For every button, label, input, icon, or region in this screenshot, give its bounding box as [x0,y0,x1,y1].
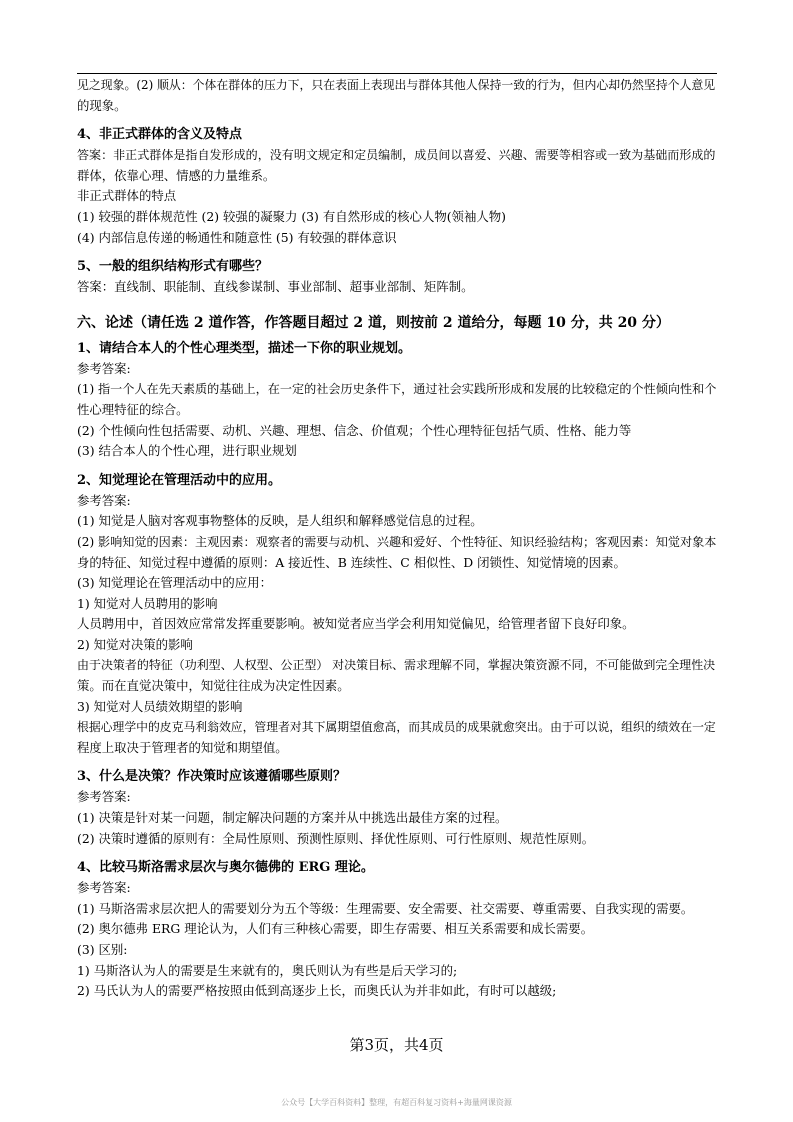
text-line: 见之现象。(2) 顺从：个体在群体的压力下，只在表面上表现出与群体其他人保持一致的行为，但内心却仍然坚持个人意见 [77,78,716,92]
question-title: 1、请结合本人的个性心理类型，描述一下你的职业规划。 [77,340,412,356]
answer-line: 2) 知觉对决策的影响 [77,636,193,652]
answer-line: (2) 个性倾向性包括需要、动机、兴趣、理想、信念、价值观；个性心理特征包括气质、性格、能力等 [77,422,632,438]
answer-line: (1) 决策是针对某一问题，制定解决问题的方案并从中挑选出最佳方案的过程。 [77,810,508,826]
reference-answer-label: 参考答案: [77,492,131,508]
answer-line: (3) 知觉理论在管理活动中的应用： [77,575,272,591]
feature-line: (4) 内部信息传递的畅通性和随意性 (5) 有较强的群体意识 [77,229,397,245]
answer-line: (2) 决策时遵循的原则有：全局性原则、预测性原则、择优性原则、可行性原则、规范性原则。 [77,830,595,846]
page-content [77,75,719,1002]
reference-answer-label: 参考答案: [77,880,131,896]
answer-line: 身的特征、知觉过程中遵循的原则：A 接近性、B 连续性、C 相似性、D 闭锁性、知觉情境的因素。 [77,554,626,570]
question-title: 4、比较马斯洛需求层次与奥尔德佛的 ERG 理论。 [77,860,374,876]
answer-line: 1) 马斯洛认为人的需要是生来就有的，奥氏则认为有些是后天学习的; [77,962,458,978]
text-line: 的现象。 [77,97,127,113]
section-title: 六、论述（请任选 2 道作答，作答题目超过 2 道，则按前 2 道给分，每题 10 分，共 20 分） [77,314,670,331]
answer-line: 群体，依靠心理、情感的力量维系。 [77,167,276,183]
answer-line: (1) 马斯洛需求层次把人的需要划分为五个等级：生理需要、安全需要、社交需要、尊重需要、自我实现的需要。 [77,900,694,916]
answer-line: (1) 知觉是人脑对客观事物整体的反映，是人组织和解释感觉信息的过程。 [77,513,483,529]
answer-line: (3) 结合本人的个性心理，进行职业规划 [77,443,297,459]
page-number: 第3页，共4页 [349,1036,444,1054]
answer-line: 答案：非正式群体是指自发形成的，没有明文规定和定员编制，成员间以喜爱、兴趣、需要等相容或一致为基础而形成的 [77,148,716,163]
header-rule [77,73,717,74]
question-title: 3、什么是决策？作决策时应该遵循哪些原则？ [77,769,347,785]
answer-line: 策。而在直觉决策中，知觉往往成为决定性因素。 [77,678,350,694]
answer-line: (2) 奥尔德弗 ERG 理论认为，人们有三种核心需要，即生存需要、相互关系需要和成长需要。 [77,921,594,937]
answer-line: 程度上取决于管理者的知觉和期望值。 [77,739,288,755]
answer-line: (2) 影响知觉的因素：主观因素：观察者的需要与动机、兴趣和爱好、个性特征、知识经验结构；客观因素：知觉对象本 [77,534,717,549]
answer-line: 1) 知觉对人员聘用的影响 [77,595,218,611]
answer-line: 答案：直线制、职能制、直线参谋制、事业部制、超事业部制、矩阵制。 [77,279,474,295]
answer-line: 性心理特征的综合。 [77,401,189,417]
answer-line: 根据心理学中的皮克马利翁效应，管理者对其下属期望值愈高，而其成员的成果就愈突出。由于可以说，组织的绩效在一定 [77,720,716,735]
answer-line: (1) 指一个人在先天素质的基础上，在一定的社会历史条件下，通过社会实践所形成和发展的比较稳定的个性倾向性和个 [77,382,717,397]
reference-answer-label: 参考答案: [77,360,131,376]
answer-line: 人员聘用中，首因效应常常发挥重要影响。被知觉者应当学会利用知觉偏见，给管理者留下良好印象。 [77,616,635,632]
footer-watermark: 公众号【大学百科资料】整理，有超百科复习资料+海量网课资源 [281,1098,512,1107]
feature-title: 非正式群体的特点 [77,188,177,204]
question-title: 2、知觉理论在管理活动中的应用。 [77,472,282,488]
answer-line: 2) 马氏认为人的需要严格按照由低到高逐步上长，而奥氏认为并非如此，有时可以越级; [77,983,557,999]
question-title: 4、非正式群体的含义及特点 [77,127,243,143]
feature-line: (1) 较强的群体规范性 (2) 较强的凝聚力 (3) 有自然形成的核心人物(领袖人物) [77,208,506,224]
answer-line: 由于决策者的特征（功利型、人权型、公正型） 对决策目标、需求理解不同，掌握决策资源不同，不可能做到完全理性决 [77,658,716,673]
answer-line: (3) 区别: [77,942,128,957]
reference-answer-label: 参考答案: [77,789,131,805]
question-title: 5、一般的组织结构形式有哪些？ [77,259,269,275]
answer-line: 3) 知觉对人员绩效期望的影响 [77,698,243,714]
